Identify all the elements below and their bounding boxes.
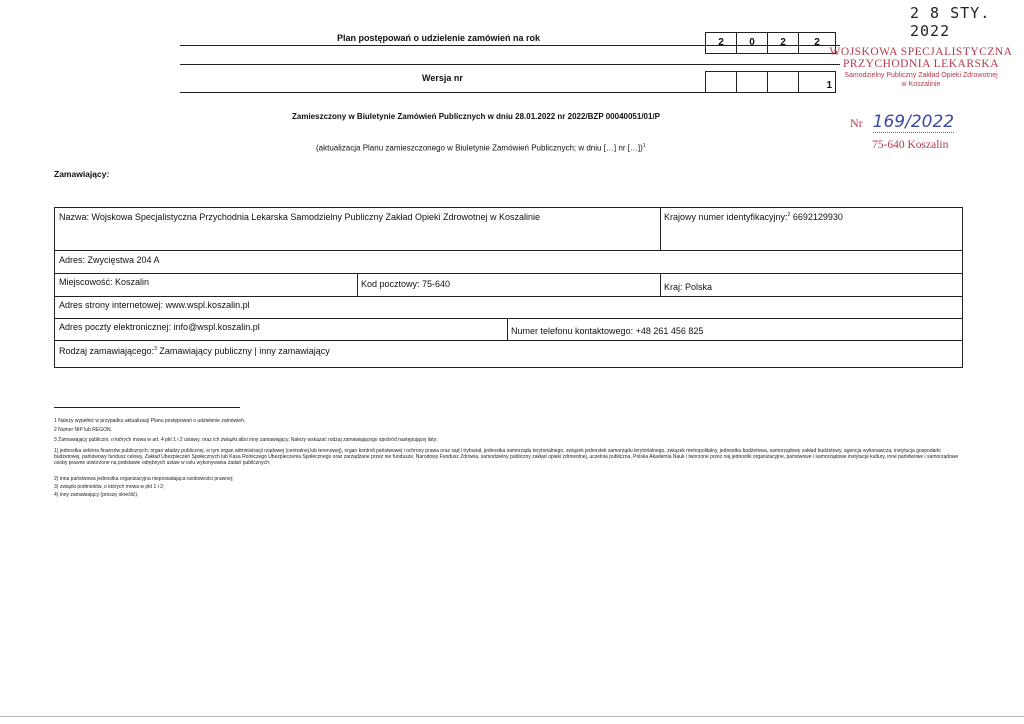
krajowy-numer-cell bbox=[664, 212, 843, 222]
stamp-line-3: Samodzielny Publiczny Zakład Opieki Zdrowotnej bbox=[844, 72, 998, 79]
header-rule-version bbox=[180, 92, 705, 93]
stamp-line-4: w Koszalinie bbox=[901, 81, 941, 88]
krajowy-numer-value: 6692129930 bbox=[792, 212, 843, 222]
year-digit-box: 2 bbox=[705, 32, 737, 54]
version-digit-box bbox=[705, 71, 737, 93]
institution-stamp bbox=[826, 46, 1016, 88]
year-digit-box: 2 bbox=[767, 32, 799, 54]
adres-cell: Adres: Zwycięstwa 204 A bbox=[59, 255, 160, 265]
rodzaj-label: Rodzaj zamawiającego: bbox=[59, 346, 155, 356]
version-digit-box bbox=[767, 71, 799, 93]
table-col-divider bbox=[660, 273, 661, 296]
miejscowosc-cell: Miejscowość: Koszalin bbox=[59, 277, 150, 287]
version-digit-box: 1 bbox=[798, 71, 836, 93]
table-row-divider bbox=[55, 340, 962, 341]
rodzaj-cell bbox=[59, 346, 330, 356]
telefon-cell: Numer telefonu kontaktowego: +48 261 456 825 bbox=[511, 326, 704, 336]
plan-year-label: Plan postępowań o udzielenie zamówień na rok bbox=[337, 33, 541, 43]
publication-line: Zamieszczony w Biuletynie Zamówień Publicznych w dniu 28.01.2022 nr 2022/BZP 00040051/01/P bbox=[292, 112, 661, 121]
table-row-divider bbox=[55, 296, 962, 297]
footnote-3: 3 Zamawiający publiczni, o których mowa w art. 4 pkt 1 i 2 ustawy, oraz ich związki albo inny zamawiający. Należy wskazać rodzaj zamawiającego spośród następującej listy: bbox=[54, 437, 438, 443]
stamp-city: 75-640 Koszalin bbox=[872, 139, 949, 151]
footnote-separator bbox=[54, 407, 240, 408]
table-row-divider bbox=[55, 318, 962, 319]
footnote-3-item-1: 1) jednostka sektora finansów publicznych: organ władzy publicznej, w tym organ administracji rządowej (centralnej lub terenowej), organ kontroli państwowej i ochrony prawa oraz sąd i trybunał, jednostka samorządu terytorialnego, związek jednostek samorządu terytorialnego, związek metropolitalny, jednostka budżetowa, samorządowy zakład budżetowy, agencja wykonawcza, instytucja gospodarki budżetowej, państwowy fundusz celowy, Zakład Ubezpieczeń Społecznych lub Kasa Rolniczego Ubezpieczenia Społecznego oraz zarządzane przez nie fundusze, Narodowy Fundusz Zdrowia, samodzielny publiczny zakład opieki zdrowotnej, uczelnia publiczna, Polska Akademia Nauk i tworzone przez nią jednostki organizacyjne, państwowe i samorządowe instytucje kultury, inne państwowe i samorządowe osoby prawne utworzone na podstawie odrębnych ustaw w celu wykonywania zadań publicznych; bbox=[54, 448, 959, 466]
date-stamp: 2 8 STY. 2022 bbox=[910, 4, 991, 40]
version-label: Wersja nr bbox=[422, 73, 463, 83]
version-digit-box bbox=[736, 71, 768, 93]
stamp-number bbox=[850, 112, 954, 132]
stamp-line-1: WOJSKOWA SPECJALISTYCZNA bbox=[829, 46, 1013, 58]
footnote-ref: 1 bbox=[642, 143, 646, 149]
stamp-line-2: PRZYCHODNIA LEKARSKA bbox=[843, 58, 999, 70]
krajowy-numer-label: Krajowy numer identyfikacyjny: bbox=[664, 212, 788, 222]
footnote-2: 2 Numer NIP lub REGON. bbox=[54, 427, 112, 433]
table-row-divider bbox=[55, 250, 962, 251]
rodzaj-value: Zamawiający publiczny | inny zamawiający bbox=[159, 346, 330, 356]
footnote-3-item-3: 3) związki podmiotów, o których mowa w pkt 1 i 2; bbox=[54, 484, 165, 490]
contracting-authority-table bbox=[54, 207, 963, 368]
kod-pocztowy-cell: Kod pocztowy: 75-640 bbox=[361, 279, 451, 289]
page-bottom-edge bbox=[0, 716, 1024, 717]
year-digit-box: 0 bbox=[736, 32, 768, 54]
table-col-divider bbox=[357, 273, 358, 296]
stamp-nr-value: 169/2022 bbox=[872, 112, 955, 132]
footnote-ref: 2 bbox=[787, 212, 791, 218]
table-row-divider bbox=[55, 273, 962, 274]
header-rule-mid bbox=[180, 64, 840, 65]
kraj-cell: Kraj: Polska bbox=[664, 282, 713, 292]
zamawiajacy-label: Zamawiający: bbox=[54, 169, 110, 179]
email-cell: Adres poczty elektronicznej: info@wspl.koszalin.pl bbox=[59, 322, 260, 332]
table-col-divider bbox=[660, 208, 661, 250]
footnote-3-item-4: 4) inny zamawiający (proszę określić). bbox=[54, 492, 139, 498]
footnote-3-item-2: 2) inna państwowa jednostka organizacyjna nieposiadająca osobowości prawnej; bbox=[54, 476, 234, 482]
update-note-text: (aktualizacja Planu zamieszczonego w Biuletynie Zamówień Publicznych; w dniu […] nr […]) bbox=[316, 143, 643, 153]
nazwa-cell: Nazwa: Wojskowa Specjalistyczna Przychodnia Lekarska Samodzielny Publiczny Zakład Opieki Zdrowotnej w Koszalinie bbox=[59, 212, 541, 222]
footnote-ref: 3 bbox=[154, 346, 157, 352]
footnote-1: 1 Należy wypełnić w przypadku aktualizacji Planu postępowań o udzielenie zamówień. bbox=[54, 418, 246, 424]
update-note bbox=[316, 143, 646, 153]
www-cell: Adres strony internetowej: www.wspl.koszalin.pl bbox=[59, 300, 250, 310]
year-digit-box: 2 bbox=[798, 32, 836, 54]
table-col-divider bbox=[507, 318, 508, 340]
stamp-nr-prefix: Nr bbox=[850, 116, 863, 130]
